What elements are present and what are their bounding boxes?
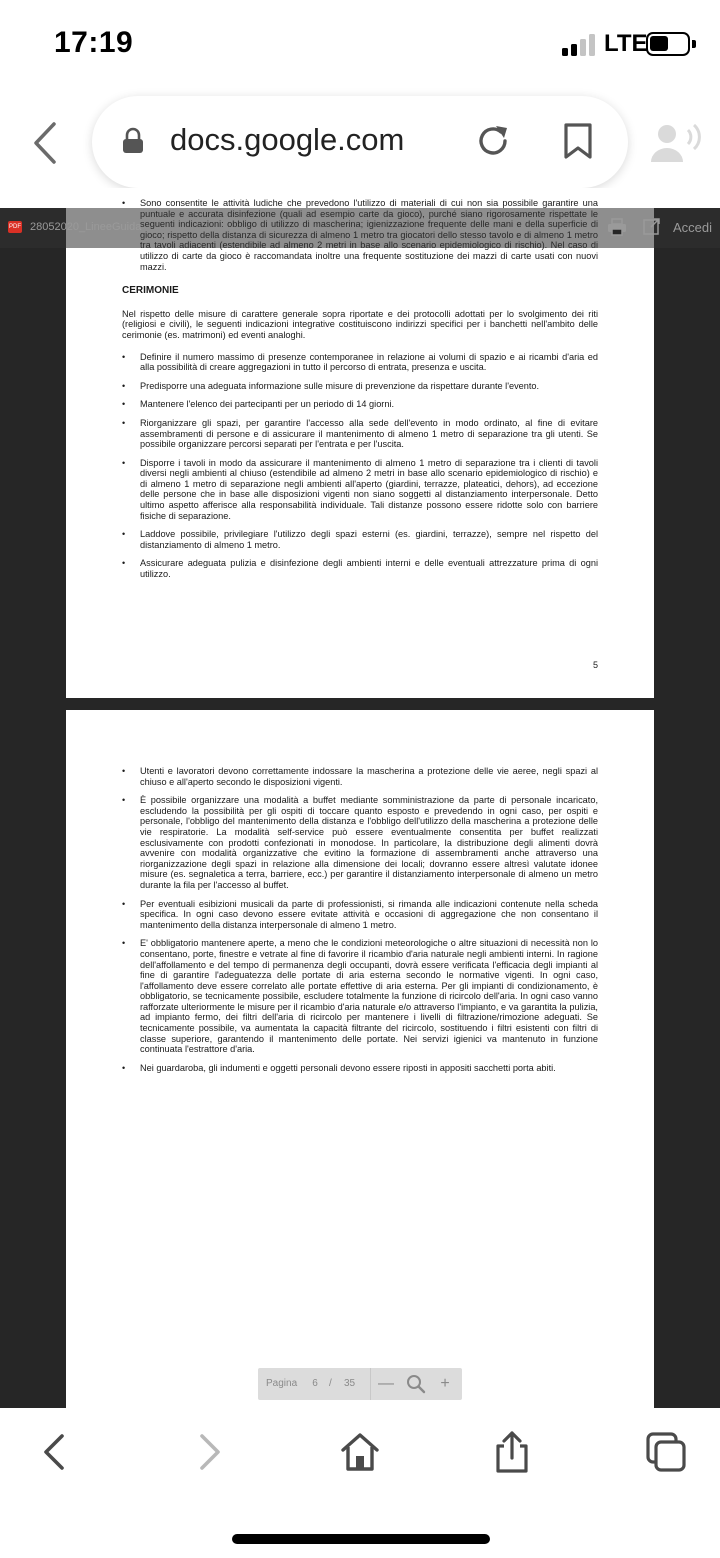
list-item: • Sono consentite le attività ludiche che prevedono l'utilizzo di materiali di cui non sia possibile garantire una utilizzo di carte da gioco è raccomandata inoltre una frequente sostituzione dei mazzi di carte usati con nuovi mazzi. bbox=[122, 198, 598, 272]
zoom-in-button[interactable]: + bbox=[440, 1375, 450, 1392]
total-pages: 35 bbox=[344, 1378, 356, 1389]
login-link[interactable]: Accedi bbox=[672, 220, 712, 235]
home-button[interactable] bbox=[338, 1430, 382, 1474]
page-6-content bbox=[122, 766, 598, 1081]
page-number: 5 bbox=[592, 660, 598, 670]
share-button[interactable] bbox=[490, 1430, 534, 1474]
list-item: • E' obbligatorio mantenere aperte, a meno che le condizioni meteorologiche o altre situazioni di necessità non lo consentano, porte, finestre e vetrate al fine di favorire il ricambio d'aria naturale negli ambienti interni. In ragione dell'affollamento e del tempo di permanenza degli occupanti, dovrà essere verificata l'efficacia degli impianti al fine di garantire l'adeguatezza delle portate di aria esterna secondo le normative vigenti. In ogni caso, l'affollamento deve essere correlato alle portate effettive di aria esterna. Per gli impianti di condizionamento, è obbligatorio, se tecnicamente possibile, escludere totalmente la funzione di ricircolo dell'aria. In ogni caso vanno rafforzate ulteriormente le misure per il ricambio d'aria naturale e/o attraverso l'impianto, e va garantita la pulizia, ad impianto fermo, dei filtri dell'aria di ricircolo per mantenere i livelli di filtrazione/rimozione adeguati. Se tecnicamente possibile, va aumentata la capacità filtrante del ricircolo, sostituendo i filtri esistenti con filtri di classe superiore, garantendo il mantenimento delle portate. Nei servizi igienici va mantenuto in funzione continuata l'estrattore d'aria. bbox=[122, 938, 598, 1055]
list-item: • Mantenere l'elenco dei partecipanti per un periodo di 14 giorni. bbox=[122, 399, 598, 410]
list-item: • Nei guardaroba, gli indumenti e oggetti personali devono essere riposti in appositi sacchetti porta abiti. bbox=[122, 1063, 598, 1074]
zoom-icon[interactable] bbox=[406, 1374, 426, 1394]
network-type: LTE bbox=[604, 30, 648, 57]
lock-icon bbox=[122, 128, 144, 154]
open-in-new-icon[interactable] bbox=[642, 218, 662, 236]
pdf-file-icon: PDF bbox=[8, 221, 22, 233]
battery-icon bbox=[646, 32, 690, 56]
reader-icon[interactable] bbox=[650, 122, 700, 164]
page-label: Pagina bbox=[266, 1378, 298, 1389]
reload-icon[interactable] bbox=[474, 122, 512, 160]
list-item: • Definire il numero massimo di presenze contemporanee in relazione ai volumi di spazio e ai ricambi d'aria ed alla possibilità di creare aggregazioni in tutto il percorso di entrata, presenza e uscita. bbox=[122, 352, 598, 373]
back-button[interactable] bbox=[34, 1430, 78, 1474]
print-icon[interactable] bbox=[607, 218, 627, 236]
list-item: • Riorganizzare gli spazi, per garantire l'accesso alla sede dell'evento in modo ordinato, al fine di evitare assembramenti di persone e di assicurare il mantenimento di almeno 1 metro di separazione tra gli utenti. Se possibile organizzare percorsi separati per l'entrata e per l'uscita. bbox=[122, 418, 598, 450]
list-item: • Laddove possibile, privilegiare l'utilizzo degli spazi esterni (es. giardini, terrazze), sempre nel rispetto del distanziamento di almeno 1 metro. bbox=[122, 529, 598, 550]
section-heading: CERIMONIE bbox=[122, 285, 179, 297]
list-item: • Disporre i tavoli in modo da assicurare il mantenimento di almeno 1 metro di separazione tra i clienti di tavoli diversi negli ambienti al chiuso (estendibile ad almeno 2 metri in base allo scenario epidemiologico di rischio) e di almeno 1 metro di separazione negli ambienti all'aperto (giardini, terrazze, plateatici, dehors), ad eccezione delle persone che in base alle disposizioni vigenti non siano soggetti al distanziamento interpersonale. Detto ultimo aspetto afferisce alla responsabilità individuale. Tali distanze possono essere ridotte solo con barriere fisiche di separazione. bbox=[122, 458, 598, 522]
current-page-input[interactable]: 6 bbox=[312, 1378, 318, 1389]
pdf-page-6 bbox=[66, 710, 654, 1430]
url-text: docs.google.com bbox=[170, 122, 405, 157]
bottom-toolbar bbox=[0, 1408, 720, 1558]
list-item: • Utenti e lavoratori devono correttamente indossare la mascherina a protezione delle vie aeree, negli spazi al chiuso e all'aperto secondo le disposizioni vigenti. bbox=[122, 766, 598, 787]
signal-icon bbox=[562, 34, 598, 56]
status-bar bbox=[0, 0, 720, 88]
list-item: • È possibile organizzare una modalità a buffet mediante somministrazione da parte di personale incaricato, escludendo la possibilità per gli ospiti di toccare quanto esposto e prevedendo in ogni caso, per ospiti e personale, l'obbligo del mantenimento della distanza e l'obbligo dell'utilizzo della mascherina a protezione delle vie respiratorie. La modalità self-service può essere eventualmente consentita per buffet realizzati esclusivamente con prodotti confezionati in monodose. In particolare, la distribuzione degli alimenti dovrà avvenire con modalità organizzative che evitino la formazione di assembramenti anche attraverso una riorganizzazione degli spazi in relazione alla dimensione dei locali; dovranno essere altresì valutate idonee misure (es. segnaletica a terra, barriere, ecc.) per garantire il distanziamento interpersonale di almeno un metro durante la fila per l'accesso al buffet. bbox=[122, 795, 598, 890]
forward-button[interactable] bbox=[186, 1430, 230, 1474]
viewer-toolbar bbox=[0, 208, 720, 248]
tabs-button[interactable] bbox=[644, 1430, 688, 1474]
paragraph: Nel rispetto delle misure di carattere generale sopra riportate e dei protocolli adottati per lo svolgimento dei riti (religiosi e civili), le seguenti indicazioni integrative costituiscono indirizzi specifici per i banchetti nell'ambito delle cerimonie (es. matrimoni) ed eventi analoghi. bbox=[122, 308, 598, 340]
page-separator: / bbox=[329, 1378, 332, 1389]
pdf-page-5 bbox=[66, 188, 654, 698]
list-item: • Predisporre una adeguata informazione sulle misure di prevenzione da rispettare durante l'evento. bbox=[122, 381, 598, 392]
page-control bbox=[258, 1368, 462, 1400]
list-item: • Assicurare adeguata pulizia e disinfezione degli ambienti interni e delle eventuali attrezzature prima di ogni utilizzo. bbox=[122, 558, 598, 579]
bookmark-icon[interactable] bbox=[562, 122, 594, 160]
pdf-viewer[interactable] bbox=[0, 198, 720, 1408]
status-time: 17:19 bbox=[54, 26, 134, 59]
address-bar[interactable] bbox=[92, 96, 628, 188]
list-item: • Per eventuali esibizioni musicali da parte di professionisti, si rimanda alle indicazioni contenute nella scheda specifica. In ogni caso devono essere evitate attività e occasioni di aggregazione che non consentano il mantenimento della distanza interpersonale di almeno 1 metro. bbox=[122, 899, 598, 931]
zoom-out-button[interactable]: — bbox=[378, 1375, 394, 1392]
home-indicator[interactable] bbox=[232, 1534, 490, 1544]
divider bbox=[370, 1368, 371, 1400]
file-name: 28052020_LineeGuida bbox=[30, 221, 142, 233]
back-icon[interactable] bbox=[28, 122, 62, 164]
page-5-content bbox=[122, 198, 598, 588]
